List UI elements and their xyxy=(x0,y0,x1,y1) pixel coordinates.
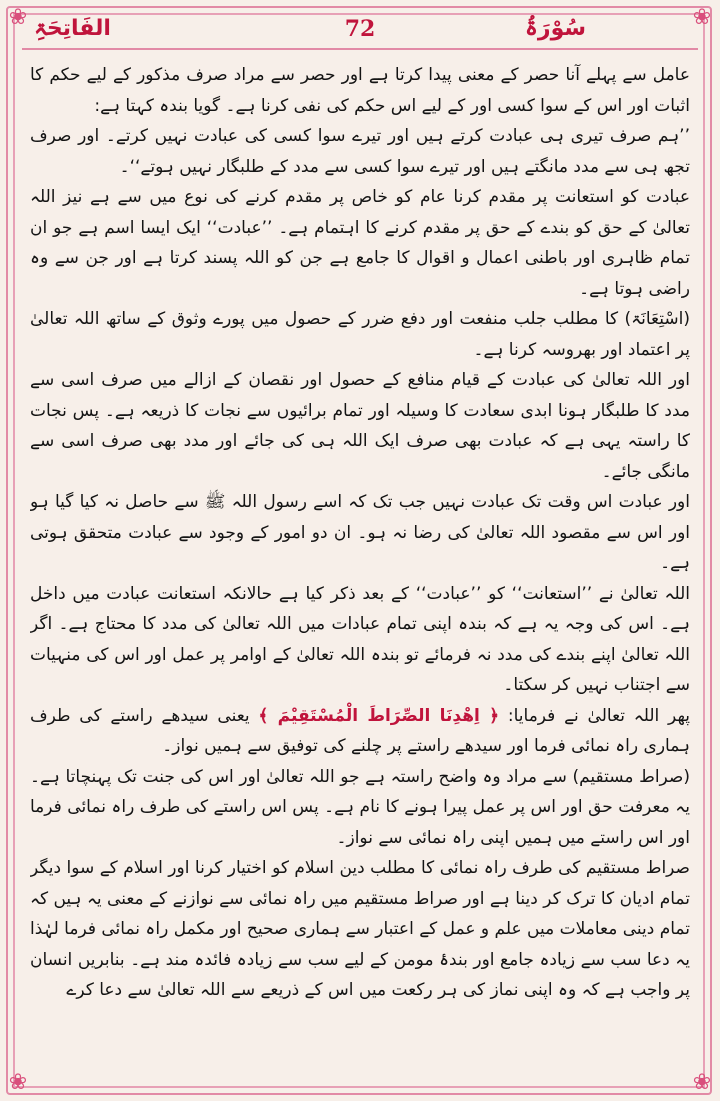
term-definition: سے مراد وہ واضح راستہ ہے جو اللہ تعالیٰ اور اس کی جنت تک پہنچاتا ہے۔ یہ معرفت حق اور اس پر عمل پیرا ہونے کا نام ہے۔ پس اس راستے کی طرف راہ نمائی فرما اور اس راستے میں ہمیں اپنی راہ نمائی سے نواز۔ xyxy=(30,766,690,848)
paragraph: (اسْتِعَانَۃ) کا مطلب جلب منفعت اور دفع ضرر کے حصول میں پورے وثوق کے ساتھ اللہ تعالیٰ پر اعتماد اور بھروسہ کرنا ہے۔ xyxy=(30,309,690,360)
sirat-paragraph xyxy=(30,762,690,854)
paragraph: صراط مستقیم کی طرف راہ نمائی کا مطلب دین اسلام کو اختیار کرنا اور اسلام کے سوا دیگر تمام ادیان کا ترک کر دینا ہے اور صراط مستقیم میں راہ نمائی سے نوازنے کے معنی یہ ہیں کہ تمام دینی معاملات میں علم و عمل کے اعتبار سے ہماری صحیح اور مکمل راہ نمائی فرما لہٰذا یہ دعا سب سے زیادہ جامع اور بندۂ مومن کے لیے سب سے زیادہ فائدہ مند ہے۔ بنابریں انسان پر واجب ہے کہ وہ اپنی نماز کی ہر رکعت میں اس کے ذریعے سے اللہ تعالیٰ سے دعا کرے xyxy=(30,858,690,1000)
paragraph: اور عبادت اس وقت تک عبادت نہیں جب تک کہ اسے رسول اللہ ﷺ سے حاصل نہ کیا گیا ہو اور اس سے مقصود اللہ تعالیٰ کی رضا نہ ہو۔ ان دو امور کے وجود سے عبادت متحقق ہوتی ہے۔ xyxy=(30,492,690,573)
surah-label: سُوْرَۃُ xyxy=(525,16,586,41)
corner-ornament-icon: ❀ xyxy=(8,5,28,30)
header-divider xyxy=(22,48,698,50)
paragraph: عامل سے پہلے آنا حصر کے معنی پیدا کرتا ہے اور حصر سے مراد صرف مذکور کے لیے حکم کا اثبات اور اس کے سوا کسی اور کے لیے اس حکم کی نفی کرنا ہے۔ گویا بندہ کہتا ہے: xyxy=(30,65,690,116)
page-body xyxy=(30,60,690,1090)
paragraph: ’’ہم صرف تیری ہی عبادت کرتے ہیں اور تیرے سوا کسی کی عبادت نہیں کرتے۔ اور صرف تجھ ہی سے مدد مانگتے ہیں اور تیرے سوا کسی سے مدد کے طلبگار نہیں ہوتے‘‘۔ xyxy=(30,126,690,177)
term-label: (صراط مستقیم) xyxy=(572,766,690,787)
surah-name: الفَاتِحَۃِ xyxy=(34,16,111,41)
verse-paragraph xyxy=(30,701,690,762)
corner-ornament-icon: ❀ xyxy=(692,1070,712,1095)
corner-ornament-icon: ❀ xyxy=(692,5,712,30)
page-number: 72 xyxy=(344,16,376,42)
page-header xyxy=(24,12,696,52)
corner-ornament-icon: ❀ xyxy=(8,1070,28,1095)
quran-verse: ﴿ اِھْدِنَا الصِّرَاطَ الْمُسْتَقِیْمَ ﴾ xyxy=(258,705,500,726)
paragraph: اور اللہ تعالیٰ کی عبادت کے قیام منافع کے حصول اور نقصان کے ازالے میں صرف اسی سے مدد کا طلبگار ہونا ابدی سعادت کا وسیلہ اور تمام برائیوں سے نجات کا ذریعہ ہے۔ پس نجات کا راستہ یہی ہے کہ عبادت بھی صرف ایک اللہ ہی کی جائے اور مدد بھی صرف اسی سے مانگی جائے۔ xyxy=(30,370,690,482)
paragraph: عبادت کو استعانت پر مقدم کرنا عام کو خاص پر مقدم کرنے کی نوع میں سے ہے نیز اللہ تعالیٰ کے حق کو بندے کے حق پر مقدم کرنے کا اہتمام ہے۔ ’’عبادت‘‘ ایک ایسا اسم ہے جو ان تمام ظاہری اور باطنی اعمال و اقوال کا جامع ہے جن کو اللہ پسند کرتا ہے اور جن سے وہ راضی ہوتا ہے۔ xyxy=(30,187,690,299)
verse-intro: پھر اللہ تعالیٰ نے فرمایا: xyxy=(507,705,690,726)
verse-translation: یعنی سیدھے راستے کی طرف ہماری راہ نمائی فرما اور سیدھے راستے پر چلنے کی توفیق سے ہمیں نواز۔ xyxy=(30,705,690,756)
paragraph: اللہ تعالیٰ نے ’’استعانت‘‘ کو ’’عبادت‘‘ کے بعد ذکر کیا ہے حالانکہ استعانت عبادت میں داخل ہے۔ اس کی وجہ یہ ہے کہ بندہ اپنی تمام عبادات میں اللہ تعالیٰ کی مدد کا محتاج ہے۔ اگر اللہ تعالیٰ اپنے بندے کی مدد نہ فرمائے تو بندہ اللہ تعالیٰ کے اوامر پر عمل اور اس کی منہیات سے اجتناب نہیں کر سکتا۔ xyxy=(30,583,690,695)
